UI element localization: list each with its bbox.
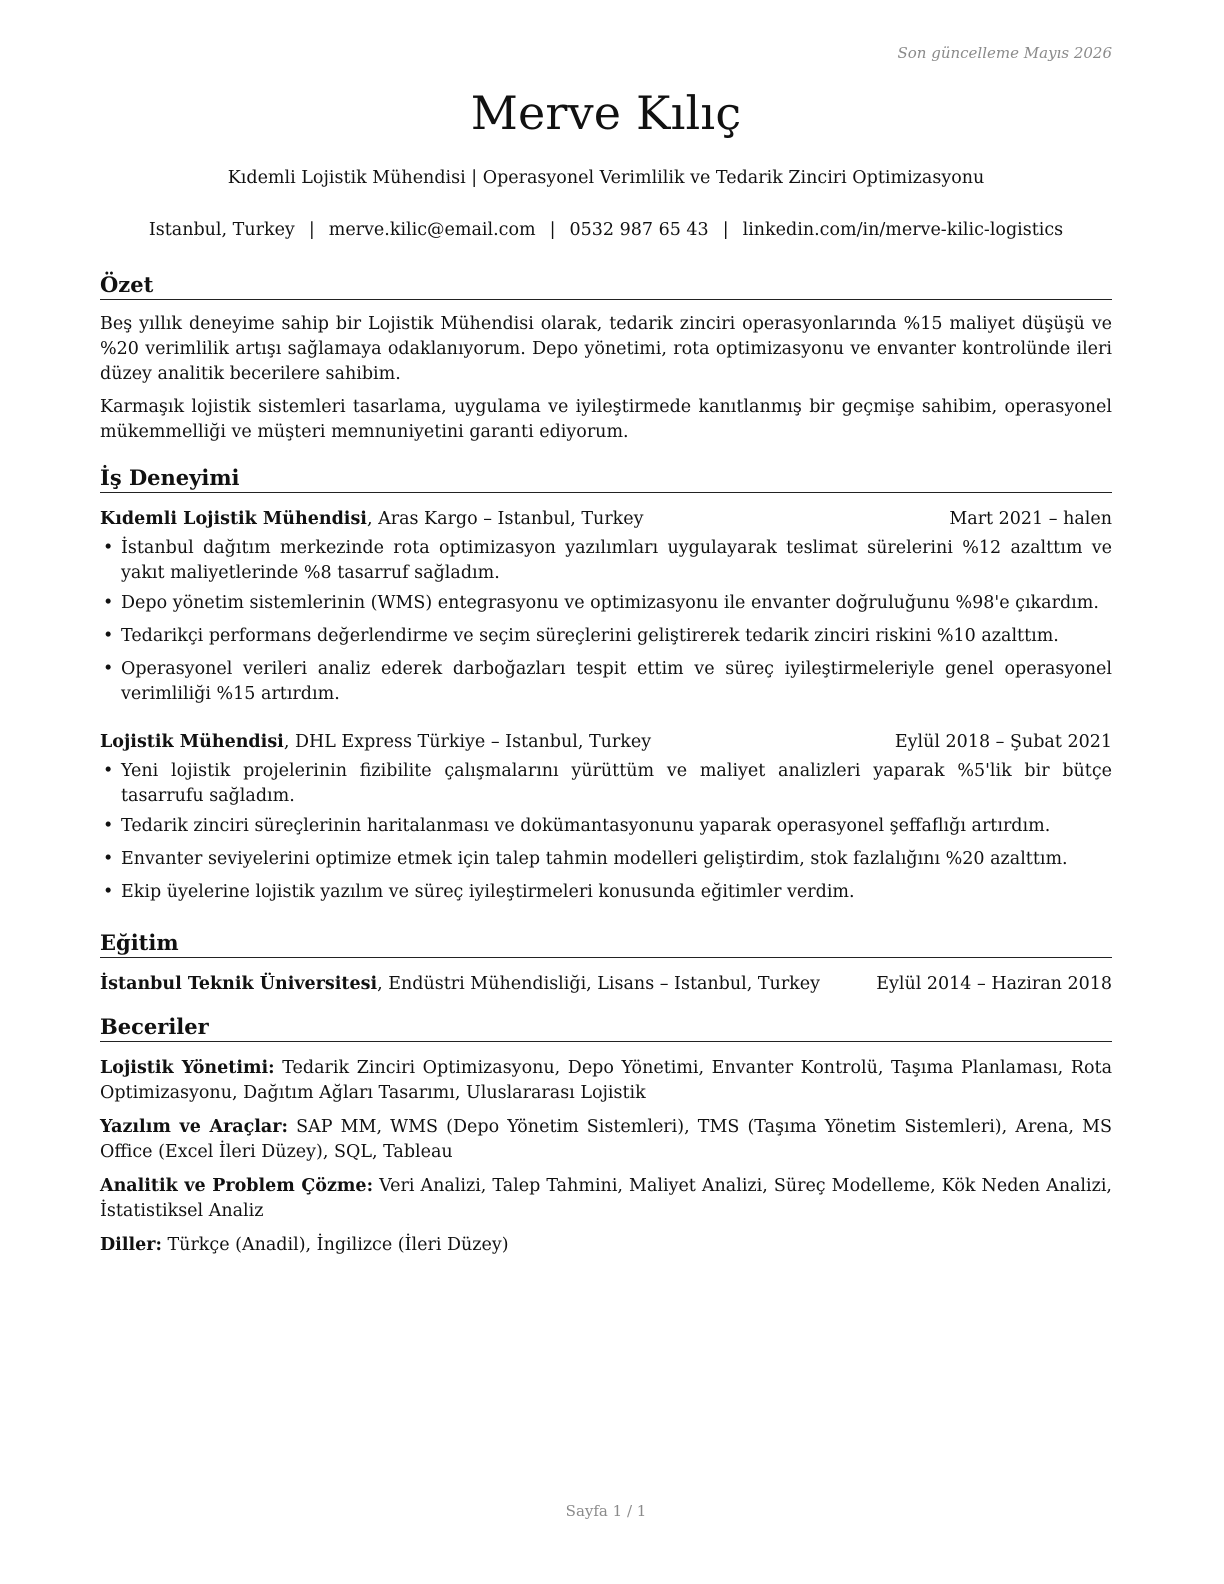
summary-paragraph: Karmaşık lojistik sistemleri tasarlama, uygulama ve iyileştirmede kanıtlanmış bir geçmişe sahibim, operasyonel mükemmelliği ve müşteri memnuniyetini garanti ediyorum.	[100, 397, 1112, 442]
job-org: , Aras Kargo – Istanbul, Turkey	[366, 509, 644, 529]
job-dates: Mart 2021 – halen	[949, 509, 1112, 529]
contact-phone: 0532 987 65 43	[569, 220, 709, 240]
job-bullets	[100, 536, 1112, 707]
bullet-icon: •	[103, 626, 114, 646]
contact-separator: |	[722, 220, 729, 240]
headline: Kıdemli Lojistik Mühendisi | Operasyonel Verimlilik ve Tedarik Zinciri Optimizasyonu	[227, 168, 985, 188]
job-bullet: • Operasyonel verileri analiz ederek darboğazları tespit ettim ve süreç iyileştirmeleriyle genel operasyonel verimliliği %15 artırdım.	[103, 659, 1112, 704]
job-header	[100, 507, 1112, 532]
person-name: Merve Kılıç	[470, 86, 742, 140]
contact-line	[100, 220, 1112, 240]
resume-page	[100, 0, 1112, 1584]
job-bullets	[100, 759, 1112, 905]
job-role: Kıdemli Lojistik Mühendisi	[100, 509, 367, 529]
section-title: Beceriler	[100, 1014, 1112, 1042]
job-bullet: • Depo yönetim sistemlerinin (WMS) entegrasyonu ve optimizasyonu ile envanter doğruluğunu %98'e çıkardım.	[100, 591, 1112, 616]
section-title: Eğitim	[100, 930, 1112, 958]
skill-text: Veri Analizi, Talep Tahmini, Maliyet Analizi, Süreç Modelleme, Kök Neden Analizi, İstatistiksel Analiz	[100, 1176, 1112, 1221]
experience-section	[100, 465, 1112, 905]
job-bullet: • Ekip üyelerine lojistik yazılım ve süreç iyileştirmeleri konusunda eğitimler verdim.	[100, 880, 1112, 905]
section-title: Özet	[100, 272, 1112, 300]
skills-section	[100, 1014, 1112, 1258]
bullet-icon: •	[103, 849, 114, 869]
skill-text: Tedarik Zinciri Optimizasyonu, Depo Yönetimi, Envanter Kontrolü, Taşıma Planlaması, Rota Optimizasyonu, Dağıtım Ağları Tasarımı, Uluslararası Lojistik	[100, 1058, 1113, 1103]
education-dates: Eylül 2014 – Haziran 2018	[876, 974, 1112, 994]
skill-label: Diller:	[100, 1235, 162, 1255]
bullet-icon: •	[103, 593, 114, 613]
section-title: İş Deneyimi	[100, 465, 1112, 493]
summary-paragraph: Beş yıllık deneyime sahip bir Lojistik Mühendisi olarak, tedarik zinciri operasyonlarında %15 maliyet düşüşü ve %20 verimlilik artışı sağlamaya odaklanıyorum. Depo yönetimi, rota optimizasyonu ve envanter kontrolünde ileri düzey analitik becerilere sahibim.	[100, 314, 1112, 384]
page-number: Sayfa 1 / 1	[565, 1502, 647, 1520]
bullet-icon: •	[103, 659, 114, 679]
skill-label: Analitik ve Problem Çözme:	[100, 1176, 374, 1196]
job-role: Lojistik Mühendisi	[100, 732, 284, 752]
job-dates: Eylül 2018 – Şubat 2021	[894, 732, 1112, 752]
skill-group	[100, 1056, 1112, 1106]
job-bullet: • Yeni lojistik projelerinin fizibilite çalışmalarını yürüttüm ve maliyet analizleri yaparak %5'lik bir bütçe tasarrufu sağladım.	[103, 761, 1112, 806]
contact-separator: |	[549, 220, 556, 240]
skill-group	[100, 1115, 1112, 1165]
job-entry	[100, 507, 1112, 707]
education-section	[100, 930, 1112, 997]
contact-email[interactable]: merve.kilic@email.com	[328, 220, 536, 240]
bullet-icon: •	[103, 816, 114, 836]
job-bullet: • Envanter seviyelerini optimize etmek için talep tahmin modelleri geliştirdim, stok fazlalığını %20 azalttım.	[100, 847, 1112, 872]
skill-group	[100, 1174, 1112, 1224]
education-detail: , Endüstri Mühendisliği, Lisans – Istanbul, Turkey	[377, 974, 821, 994]
contact-location: Istanbul, Turkey	[148, 220, 295, 240]
contact-separator: |	[308, 220, 315, 240]
skill-text: SAP MM, WMS (Depo Yönetim Sistemleri), TMS (Taşıma Yönetim Sistemleri), Arena, MS Office (Excel İleri Düzey), SQL, Tableau	[100, 1117, 1112, 1162]
job-bullet: • Tedarikçi performans değerlendirme ve seçim süreçlerini geliştirerek tedarik zinciri riskini %10 azalttım.	[100, 624, 1112, 649]
summary-section	[100, 272, 1112, 445]
job-entry	[100, 730, 1112, 905]
skill-label: Lojistik Yönetimi:	[100, 1058, 275, 1078]
education-entry	[100, 972, 1112, 997]
bullet-icon: •	[103, 882, 114, 902]
bullet-icon: •	[103, 761, 114, 781]
job-header	[100, 730, 1112, 755]
last-updated: Son güncelleme Mayıs 2026	[897, 44, 1112, 62]
skill-text: Türkçe (Anadil), İngilizce (İleri Düzey)	[161, 1235, 509, 1255]
skill-group	[100, 1233, 1112, 1258]
job-org: , DHL Express Türkiye – Istanbul, Turkey	[283, 732, 652, 752]
job-bullet: • Tedarik zinciri süreçlerinin haritalanması ve dokümantasyonunu yaparak operasyonel şeffaflığı artırdım.	[100, 814, 1112, 839]
job-bullet: • İstanbul dağıtım merkezinde rota optimizasyon yazılımları uygulayarak teslimat sürelerini %12 azalttım ve yakıt maliyetlerinde %8 tasarruf sağladım.	[103, 538, 1112, 583]
contact-linkedin[interactable]: linkedin.com/in/merve-kilic-logistics	[742, 220, 1064, 240]
skill-label: Yazılım ve Araçlar:	[100, 1117, 288, 1137]
school-name: İstanbul Teknik Üniversitesi	[100, 974, 378, 994]
bullet-icon: •	[103, 538, 114, 558]
